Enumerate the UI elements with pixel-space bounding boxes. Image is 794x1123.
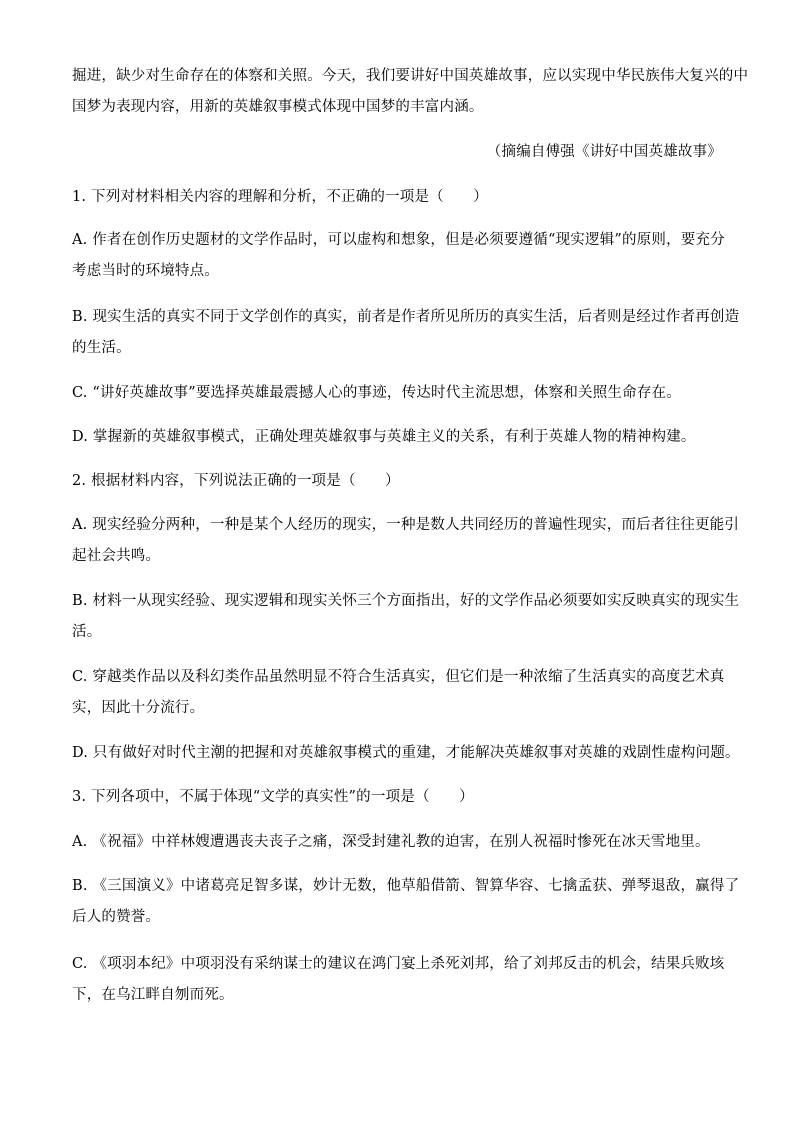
option-line: B. 材料一从现实经验、现实逻辑和现实关怀三个方面指出，好的文学作品必须要如实反映真实的现实生: [72, 593, 740, 609]
intro-line-1: 掘进，缺少对生命存在的体察和关照。今天，我们要讲好中国英雄故事，应以实现中华民族伟大复兴的中: [72, 68, 749, 84]
question-1-option-b: [72, 302, 740, 364]
option-line: 下，在乌江畔自刎而死。: [72, 987, 234, 1003]
question-1-option-a: [72, 225, 725, 287]
option-line: 后人的赞誉。: [72, 909, 161, 925]
question-1-stem: [72, 182, 722, 213]
option-line: B. 《三国演义》中诸葛亮足智多谋，妙计无数，他草船借箭、智算华容、七擒孟获、弹琴退敌，赢得了: [72, 878, 740, 894]
question-2-option-d: [72, 738, 740, 769]
option-line: D. 掌握新的英雄叙事模式，正确处理英雄叙事与英雄主义的关系，有利于英雄人物的精神构建。: [72, 429, 696, 445]
question-3-option-a: [72, 827, 722, 858]
question-2-option-b: [72, 586, 740, 648]
source-line: （摘编自傅强《讲好中国英雄故事》: [486, 144, 722, 160]
question-2-option-a: [72, 510, 740, 572]
option-line: D. 只有做好对时代主潮的把握和对英雄叙事模式的重建，才能解决英雄叙事对英雄的戏剧性虚构问题。: [72, 745, 740, 761]
question-2-stem-text: 2. 根据材料内容，下列说法正确的一项是（ ）: [72, 473, 400, 489]
option-line: 实，因此十分流行。: [72, 700, 205, 716]
intro-paragraph: [72, 61, 749, 123]
option-line: C. 穿越类作品以及科幻类作品虽然明显不符合生活真实，但它们是一种浓缩了生活真实的高度艺术真: [72, 669, 725, 685]
question-2-stem: [72, 466, 722, 497]
option-line: B. 现实生活的真实不同于文学创作的真实，前者是作者所见所历的真实生活，后者则是经过作者再创造: [72, 309, 740, 325]
question-3-stem: [72, 782, 722, 813]
option-line: A. 现实经验分两种，一种是某个人经历的现实，一种是数人共同经历的普遍性现实，而后者往往更能引: [72, 517, 740, 533]
question-2-option-c: [72, 662, 725, 724]
question-3-option-b: [72, 871, 740, 933]
option-line: C. “讲好英雄故事”要选择英雄最震撼人心的事迹，传达时代主流思想，体察和关照生命存在。: [72, 385, 681, 401]
question-1-option-c: [72, 378, 722, 409]
option-line: 活。: [72, 624, 102, 640]
option-line: A. 《祝福》中祥林嫂遭遇丧夫丧子之痛，深受封建礼教的迫害，在别人祝福时惨死在冰天雪地里。: [72, 834, 710, 850]
option-line: 的生活。: [72, 340, 131, 356]
option-line: 起社会共鸣。: [72, 548, 161, 564]
question-1-option-d: [72, 422, 722, 453]
option-line: C. 《项羽本纪》中项羽没有采纳谋士的建议在鸿门宴上杀死刘邦，给了刘邦反击的机会，结果兵败垓: [72, 956, 725, 972]
option-line: A. 作者在创作历史题材的文学作品时，可以虚构和想象，但是必须要遵循“现实逻辑”的原则，要充分: [72, 232, 725, 248]
question-3-stem-text: 3. 下列各项中，不属于体现“文学的真实性”的一项是（ ）: [72, 789, 474, 805]
question-1-stem-text: 1. 下列对材料相关内容的理解和分析，不正确的一项是（ ）: [72, 189, 488, 205]
question-3-option-c: [72, 949, 725, 1011]
intro-line-2: 国梦为表现内容，用新的英雄叙事模式体现中国梦的丰富内涵。: [72, 99, 484, 115]
source-citation: [72, 137, 722, 168]
option-line: 考虑当时的环境特点。: [72, 263, 219, 279]
